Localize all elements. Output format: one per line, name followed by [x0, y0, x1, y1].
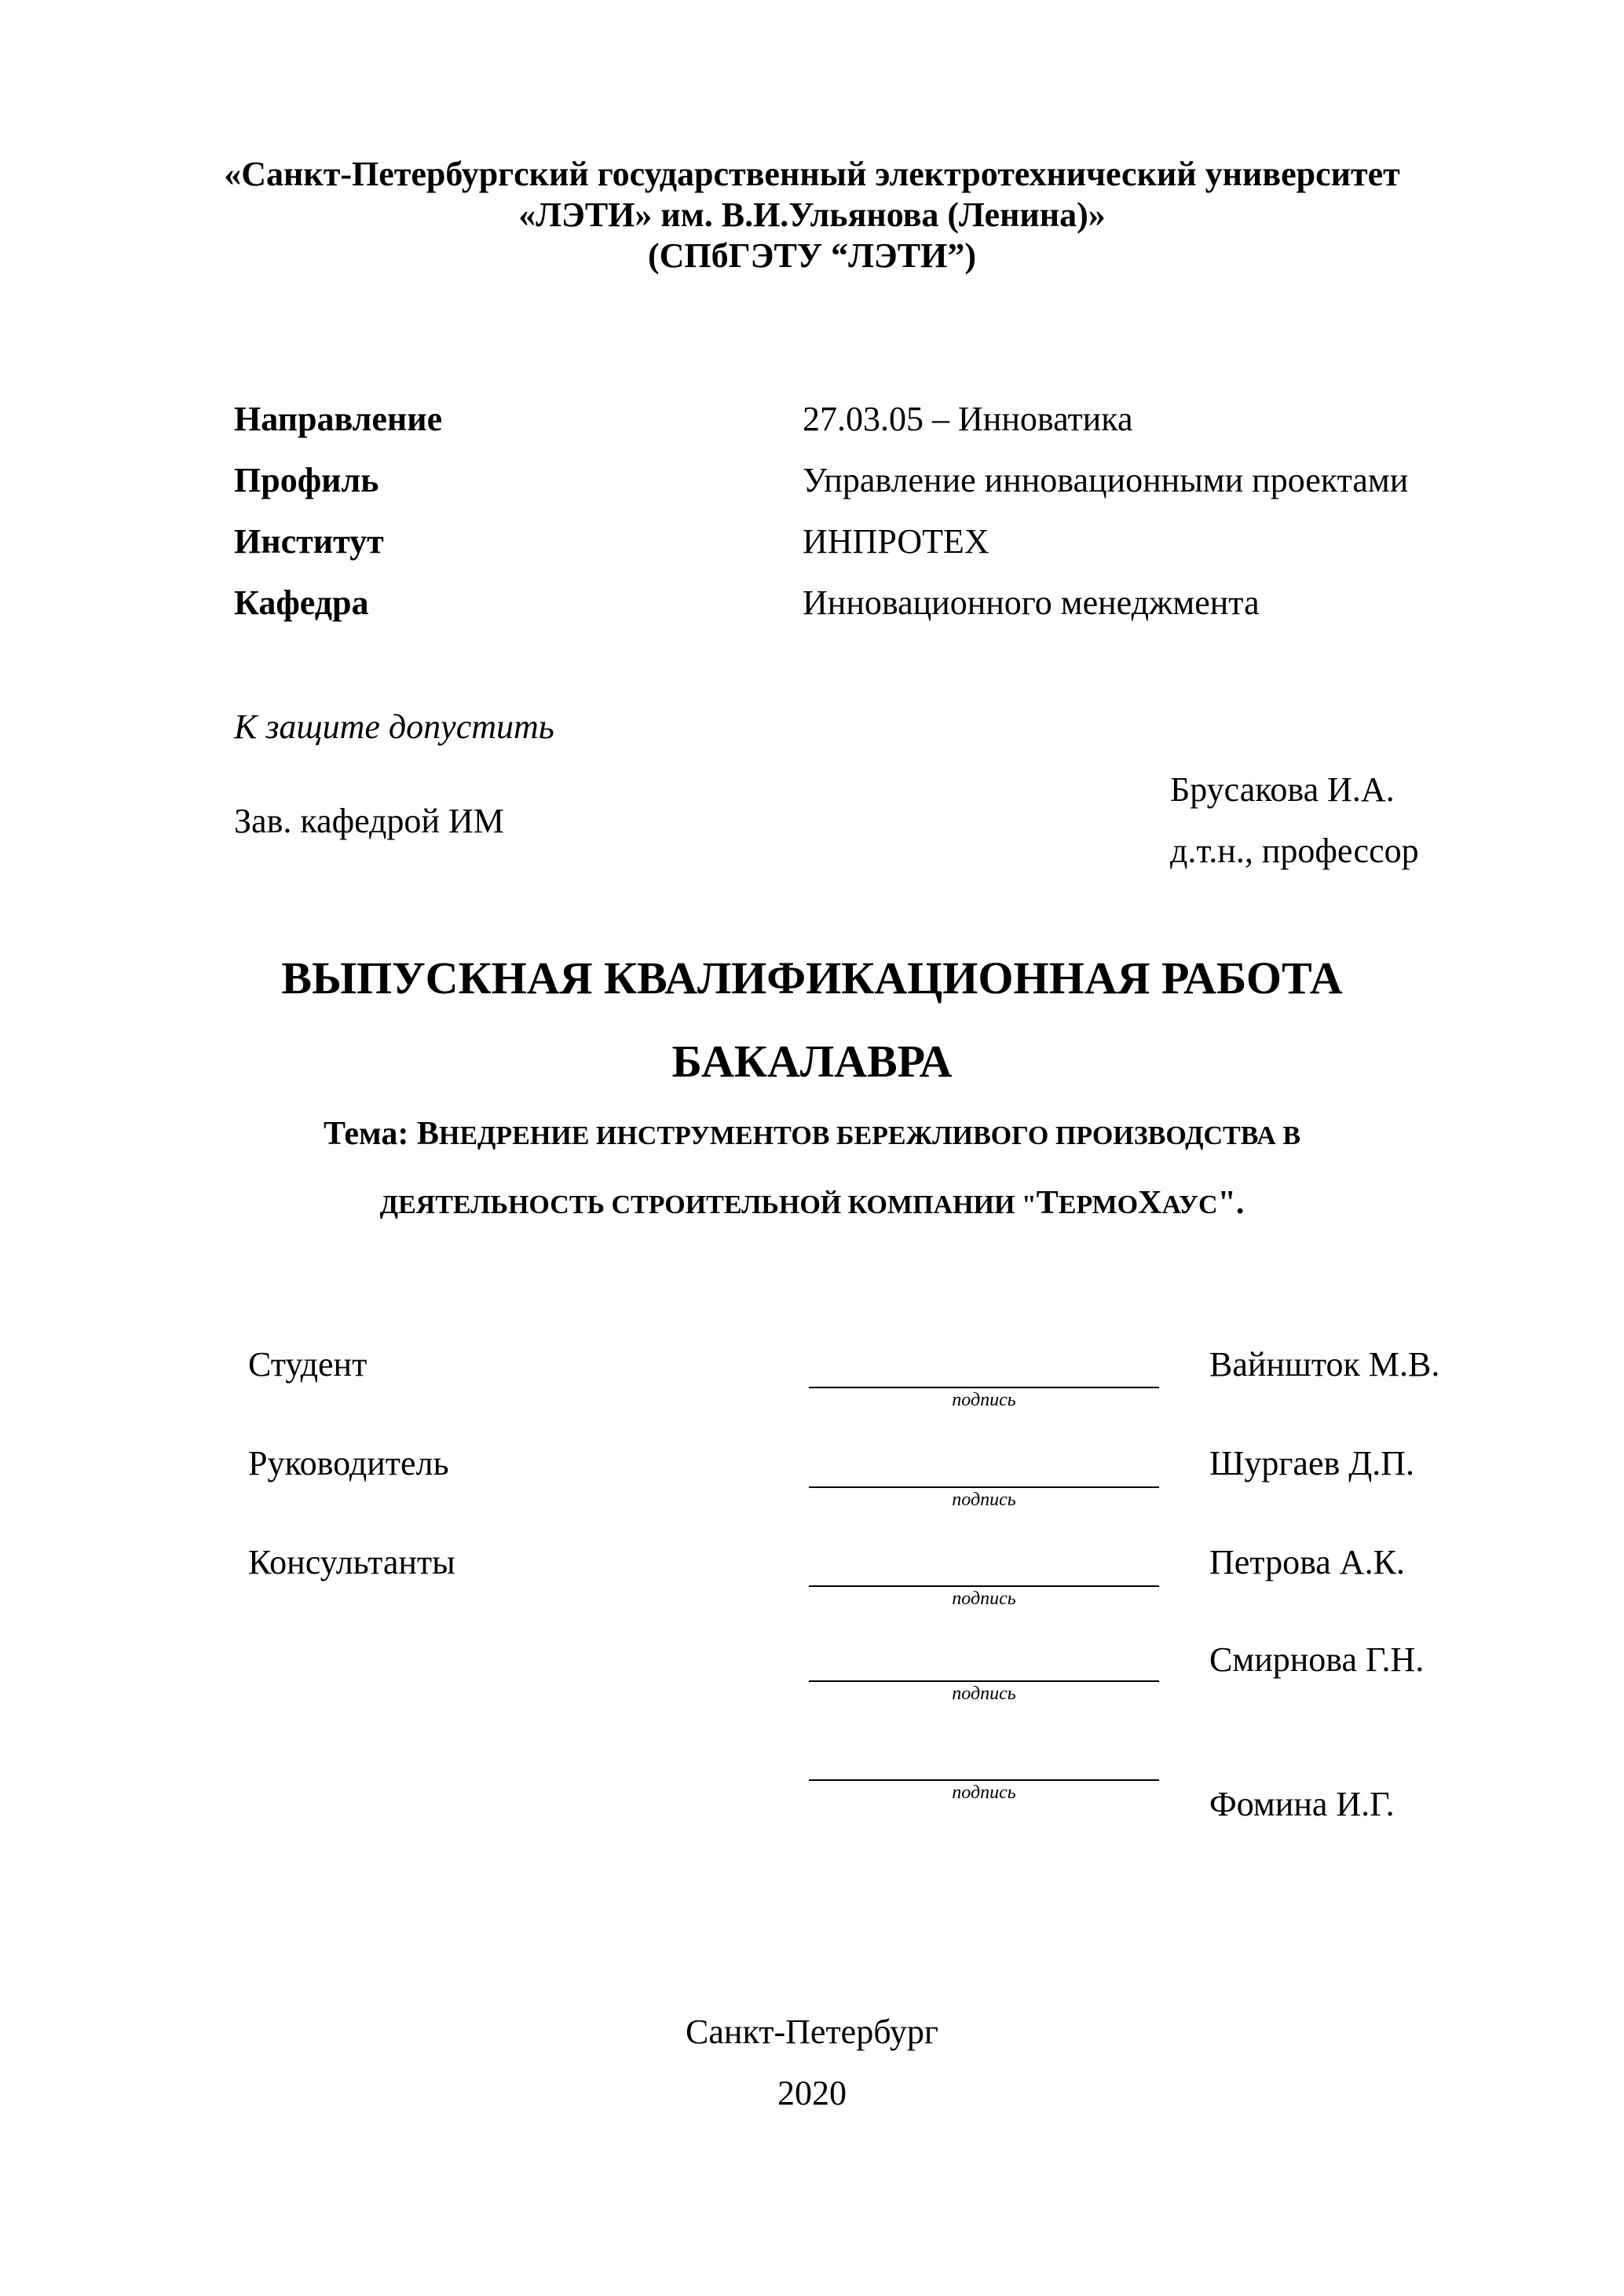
signature-line-consultant2 — [809, 1680, 1159, 1682]
signature-line-supervisor — [809, 1486, 1159, 1488]
topic-line2-aus: АУС — [1161, 1190, 1218, 1219]
name-student: Вайншток М.В. — [1209, 1345, 1440, 1384]
topic-line1-initial: В — [416, 1116, 439, 1152]
info-value-department: Инновационного менеджмента — [803, 583, 1260, 622]
info-label-profile: Профиль — [234, 461, 379, 499]
info-value-profile: Управление инновационными проектами — [803, 461, 1409, 499]
name-supervisor: Шургаев Д.П. — [1209, 1444, 1415, 1483]
university-header — [0, 154, 1624, 276]
name-consultant1: Петрова А.К. — [1209, 1543, 1405, 1581]
role-consultants: Консультанты — [248, 1543, 455, 1581]
signature-line-consultant1 — [809, 1585, 1159, 1587]
signature-caption: подпись — [952, 1684, 1016, 1704]
university-name-line2: «ЛЭТИ» им. В.И.Ульянова (Ленина)» — [518, 196, 1106, 234]
topic-line2-ermo: ЕРМО — [1058, 1190, 1139, 1219]
role-supervisor: Руководитель — [248, 1444, 449, 1483]
info-label-direction: Направление — [234, 400, 443, 438]
signature-line-student — [809, 1387, 1159, 1388]
head-of-department-label: Зав. кафедрой ИМ — [234, 802, 504, 840]
head-of-department-degree: д.т.н., профессор — [1170, 832, 1419, 870]
signature-caption: подпись — [952, 1490, 1016, 1510]
signature-line-consultant3 — [809, 1779, 1159, 1781]
topic-line1-rest: НЕДРЕНИЕ ИНСТРУМЕНТОВ БЕРЕЖЛИВОГО ПРОИЗВОДСТВА В — [438, 1121, 1301, 1150]
signature-caption: подпись — [952, 1390, 1016, 1410]
footer-year: 2020 — [777, 2074, 847, 2112]
info-label-department: Кафедра — [234, 583, 369, 622]
signature-caption: подпись — [952, 1782, 1016, 1803]
topic-prefix: Тема: — [323, 1116, 417, 1152]
footer-city: Санкт-Петербург — [686, 2013, 938, 2051]
admit-to-defense: К защите допустить — [234, 707, 554, 746]
thesis-topic-line1 — [0, 1115, 1624, 1153]
university-name-line1: «Санкт-Петербургский государственный электротехнический университет — [224, 155, 1400, 193]
thesis-title-line1: ВЫПУСКНАЯ КВАЛИФИКАЦИОННАЯ РАБОТА — [281, 952, 1343, 1004]
info-value-institute: ИНПРОТЕХ — [803, 522, 989, 561]
name-consultant2: Смирнова Г.Н. — [1209, 1640, 1425, 1679]
thesis-topic-line2 — [0, 1184, 1624, 1222]
info-label-institute: Институт — [234, 522, 384, 561]
topic-line2-kh: Х — [1138, 1185, 1162, 1221]
topic-line2-t: Т — [1036, 1185, 1059, 1221]
thesis-title-line2: БАКАЛАВРА — [671, 1036, 953, 1087]
name-consultant3: Фомина И.Г. — [1209, 1785, 1395, 1823]
role-student: Студент — [248, 1345, 368, 1384]
topic-line2-start: ДЕЯТЕЛЬНОСТЬ СТРОИТЕЛЬНОЙ КОМПАНИИ " — [379, 1190, 1037, 1219]
info-value-direction: 27.03.05 – Инноватика — [803, 400, 1133, 438]
signature-caption: подпись — [952, 1589, 1016, 1609]
head-of-department-name: Брусакова И.А. — [1170, 770, 1395, 809]
university-abbreviation: (СПбГЭТУ “ЛЭТИ”) — [648, 236, 976, 275]
topic-line2-end: ". — [1217, 1185, 1245, 1221]
